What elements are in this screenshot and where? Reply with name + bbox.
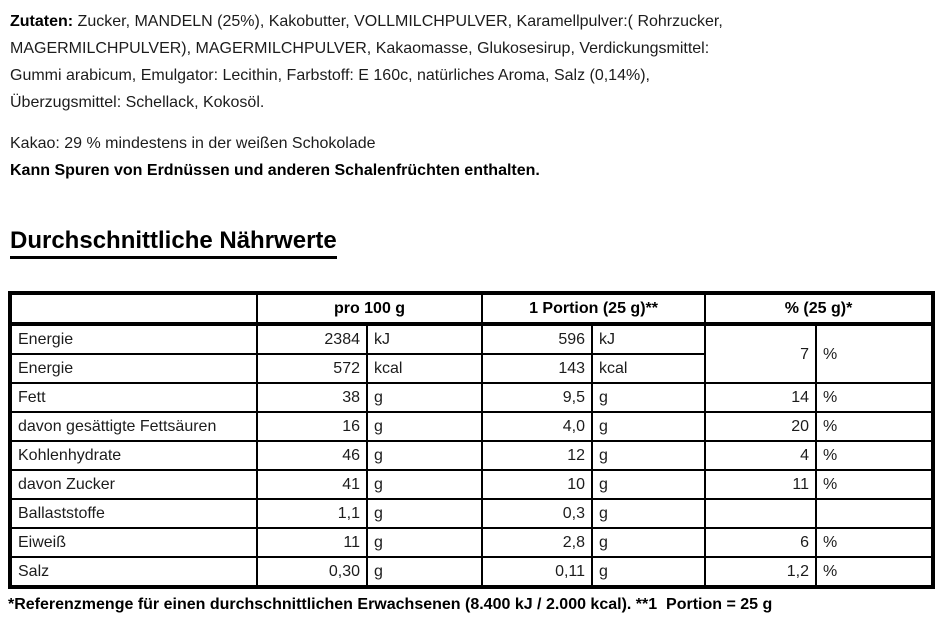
nutrition-table	[8, 291, 935, 589]
ingredients-line-1: Zucker, MANDELN (25%), Kakobutter, VOLLMILCHPULVER, Karamellpulver:( Rohrzucker,	[73, 13, 723, 30]
per100-value: 16	[257, 412, 367, 441]
row-label: Fett	[10, 383, 257, 412]
percent-unit: %	[816, 441, 933, 470]
per100-value: 46	[257, 441, 367, 470]
percent-value: 1,2	[705, 557, 816, 587]
portion-unit: g	[592, 557, 705, 587]
portion-value: 0,3	[482, 499, 592, 528]
percent-value: 6	[705, 528, 816, 557]
table-row-fett	[10, 383, 933, 412]
portion-value: 2,8	[482, 528, 592, 557]
row-label: davon gesättigte Fettsäuren	[10, 412, 257, 441]
portion-unit: g	[592, 412, 705, 441]
portion-value: 0,11	[482, 557, 592, 587]
per100-value: 41	[257, 470, 367, 499]
ingredients-label: Zutaten:	[10, 13, 74, 30]
per100-value: 38	[257, 383, 367, 412]
portion-value: 10	[482, 470, 592, 499]
notes-paragraph	[10, 130, 931, 184]
per100-value: 2384	[257, 324, 367, 354]
percent-unit: %	[816, 470, 933, 499]
portion-value: 4,0	[482, 412, 592, 441]
percent-value: 11	[705, 470, 816, 499]
row-label: Kohlenhydrate	[10, 441, 257, 470]
percent-value: 4	[705, 441, 816, 470]
table-row-energie-kj	[10, 324, 933, 354]
per100-value: 11	[257, 528, 367, 557]
ingredients-paragraph	[10, 8, 931, 116]
percent-value: 14	[705, 383, 816, 412]
per100-value: 572	[257, 354, 367, 383]
section-title: Durchschnittliche Nährwerte	[10, 228, 337, 259]
row-label: Ballaststoffe	[10, 499, 257, 528]
per100-unit: kJ	[367, 324, 482, 354]
header-percent: % (25 g)*	[705, 293, 933, 324]
table-header-row	[10, 293, 933, 324]
cocoa-note: Kakao: 29 % mindestens in der weißen Schokolade	[10, 135, 376, 152]
percent-value	[705, 499, 816, 528]
percent-unit	[816, 499, 933, 528]
portion-unit: g	[592, 441, 705, 470]
portion-unit: g	[592, 470, 705, 499]
portion-value: 9,5	[482, 383, 592, 412]
per100-value: 1,1	[257, 499, 367, 528]
header-per-100g: pro 100 g	[257, 293, 482, 324]
portion-value: 596	[482, 324, 592, 354]
percent-unit: %	[816, 528, 933, 557]
portion-unit: g	[592, 499, 705, 528]
table-row-eiweiss	[10, 528, 933, 557]
header-empty-cell	[10, 293, 257, 324]
portion-unit: kcal	[592, 354, 705, 383]
per100-unit: g	[367, 470, 482, 499]
percent-unit: %	[816, 557, 933, 587]
table-row-kohlenhydrate	[10, 441, 933, 470]
portion-unit: g	[592, 528, 705, 557]
ingredients-line-2: MAGERMILCHPULVER), MAGERMILCHPULVER, Kakaomasse, Glukosesirup, Verdickungsmittel:	[10, 40, 710, 57]
ingredients-line-4: Überzugsmittel: Schellack, Kokosöl.	[10, 94, 265, 111]
row-label: davon Zucker	[10, 470, 257, 499]
percent-value: 20	[705, 412, 816, 441]
percent-unit: %	[816, 324, 933, 383]
table-row-ballaststoffe	[10, 499, 933, 528]
portion-unit: kJ	[592, 324, 705, 354]
row-label: Energie	[10, 324, 257, 354]
header-portion: 1 Portion (25 g)**	[482, 293, 705, 324]
portion-unit: g	[592, 383, 705, 412]
row-label: Energie	[10, 354, 257, 383]
per100-unit: g	[367, 441, 482, 470]
per100-value: 0,30	[257, 557, 367, 587]
percent-unit: %	[816, 383, 933, 412]
per100-unit: g	[367, 412, 482, 441]
table-row-zucker	[10, 470, 933, 499]
per100-unit: g	[367, 383, 482, 412]
per100-unit: g	[367, 499, 482, 528]
percent-unit: %	[816, 412, 933, 441]
table-row-salz	[10, 557, 933, 587]
per100-unit: g	[367, 528, 482, 557]
row-label: Salz	[10, 557, 257, 587]
portion-value: 143	[482, 354, 592, 383]
row-label: Eiweiß	[10, 528, 257, 557]
footnote: *Referenzmenge für einen durchschnittlichen Erwachsenen (8.400 kJ / 2.000 kcal). **1 Portion = 25 g	[8, 596, 773, 613]
ingredients-line-3: Gummi arabicum, Emulgator: Lecithin, Farbstoff: E 160c, natürliches Aroma, Salz (0,14%),	[10, 67, 650, 84]
per100-unit: kcal	[367, 354, 482, 383]
table-row-gesaettigte-fettsaeuren	[10, 412, 933, 441]
per100-unit: g	[367, 557, 482, 587]
allergen-note: Kann Spuren von Erdnüssen und anderen Schalenfrüchten enthalten.	[10, 162, 540, 179]
percent-value: 7	[705, 324, 816, 383]
portion-value: 12	[482, 441, 592, 470]
